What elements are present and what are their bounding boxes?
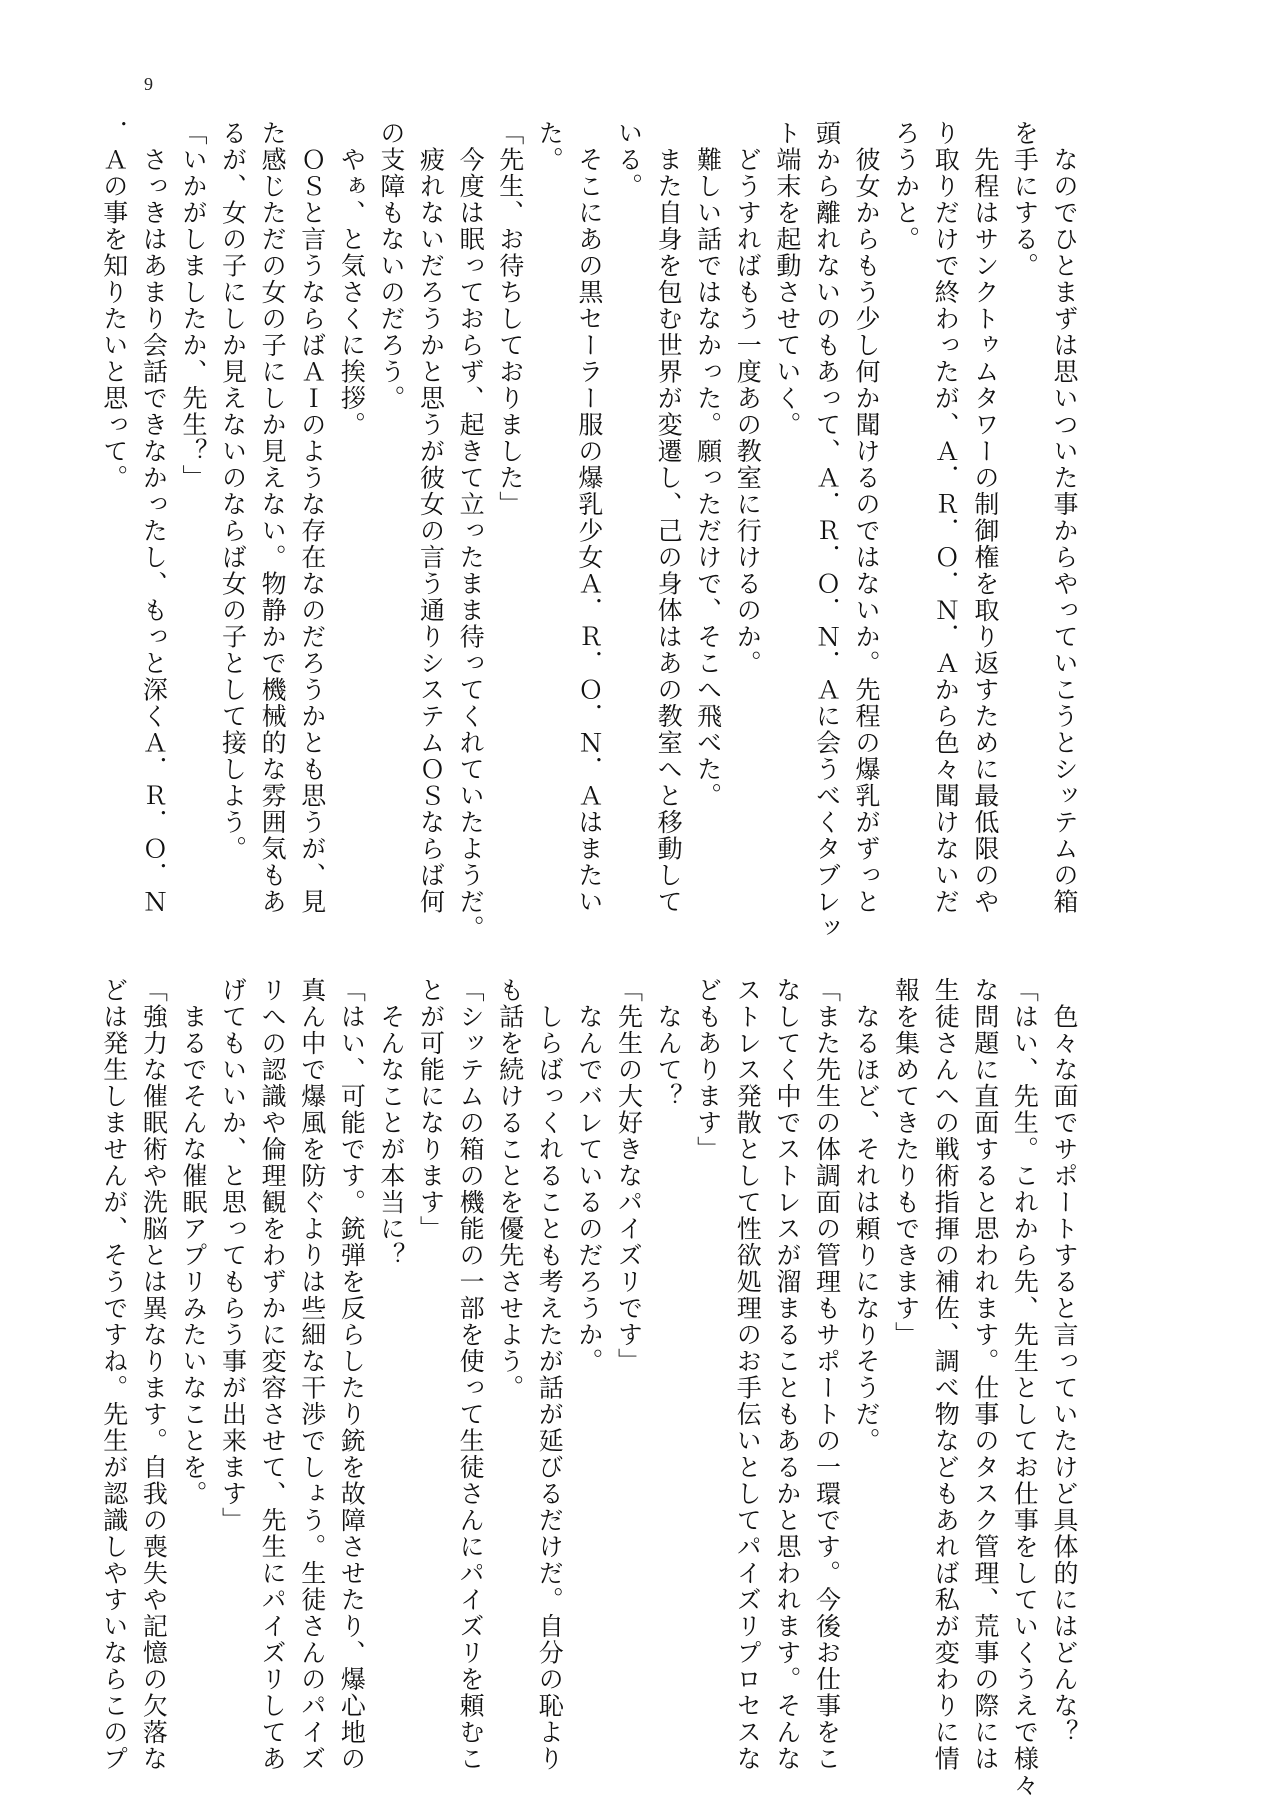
- text-line: ストレス発散として性欲処理のお手伝いとしてパイズリプロセスな: [733, 977, 761, 1772]
- text-line: なしてく中でストレスが溜まることもあるかと思われます。そんな: [772, 977, 800, 1772]
- text-line: 「また先生の体調面の管理もサポートの一環です。今後お仕事をこ: [812, 977, 840, 1772]
- text-line: も話を続けることを優先させよう。: [495, 977, 523, 1401]
- text-line: なんて？: [654, 977, 682, 1110]
- text-line: 生徒さんへの戦術指揮の補佐、調べ物などもあれば私が変わりに情: [931, 977, 959, 1772]
- text-line: るが、女の子にしか見えないのならば女の子として接しよう。: [218, 120, 246, 862]
- text-line: どは発生しませんが、そうですね。先生が認識しやすいならこのプ: [99, 977, 127, 1772]
- text-line: また自身を包む世界が変遷し、己の身体はあの教室へと移動して: [654, 120, 682, 915]
- text-line: そこにあの黒セーラー服の爆乳少女Ａ．Ｒ．Ｏ．Ｎ．Ａはまたい: [574, 120, 602, 915]
- text-block-lower: [93, 977, 1083, 1797]
- text-line: の支障もないのだろう。: [376, 120, 404, 412]
- text-line: 真ん中で爆風を防ぐよりは些細な干渉でしょう。生徒さんのパイズ: [297, 977, 325, 1772]
- text-line: そんなことが本当に？: [376, 977, 404, 1269]
- text-line: やぁ、と気さくに挨拶。: [337, 120, 365, 438]
- text-line: ろうかと。: [891, 120, 919, 253]
- text-line: た感じただの女の子にしか見えない。物静かで機械的な雰囲気もあ: [258, 120, 286, 915]
- text-line: 疲れないだろうかと思うが彼女の言う通りシステムＯＳならば何: [416, 120, 444, 915]
- text-line: どもあります」: [693, 977, 721, 1163]
- text-line: ＯＳと言うならばＡＩのような存在なのだろうかとも思うが、見: [297, 120, 325, 915]
- text-block-upper: [93, 120, 1083, 940]
- text-line: 「いかがしましたか、先生？」: [178, 120, 206, 491]
- text-line: 頭から離れないのもあって、Ａ．Ｒ．Ｏ．Ｎ．Ａに会うべくタブレッ: [812, 120, 840, 942]
- text-line: げてもいいか、と思ってもらう事が出来ます」: [218, 977, 246, 1534]
- text-line: 「先生、お待ちしておりました」: [495, 120, 523, 518]
- text-line: 「はい、先生。これから先、先生としてお仕事をしていくうえで様々: [1010, 977, 1038, 1799]
- text-line: 「はい、可能です。銃弾を反らしたり銃を故障させたり、爆心地の: [337, 977, 365, 1772]
- page-number: 9: [144, 74, 153, 94]
- text-line: を手にする。: [1010, 120, 1038, 279]
- text-line: た。: [535, 120, 563, 173]
- text-line: な問題に直面すると思われます。仕事のタスク管理、荒事の際には: [970, 977, 998, 1772]
- text-line: なのでひとまずは思いついた事からやっていこうとシッテムの箱: [1050, 120, 1077, 915]
- text-line: なんでバレているのだろうか。: [574, 977, 602, 1375]
- text-line: いる。: [614, 120, 642, 200]
- text-line: 「先生の大好きなパイズリです」: [614, 977, 642, 1375]
- text-line: 報を集めてきたりもできます」: [891, 977, 919, 1348]
- text-line: 今度は眠っておらず、起きて立ったまま待ってくれていたようだ。: [456, 120, 484, 942]
- text-line: とが可能になります」: [416, 977, 444, 1242]
- text-line: まるでそんな催眠アプリみたいなことを。: [178, 977, 206, 1507]
- text-line: ．Ａの事を知りたいと思って。: [99, 120, 127, 491]
- text-line: ト端末を起動させていく。: [772, 120, 800, 438]
- text-line: 「シッテムの箱の機能の一部を使って生徒さんにパイズリを頼むこ: [456, 977, 484, 1772]
- text-line: リへの認識や倫理観をわずかに変容させて、先生にパイズリしてあ: [258, 977, 286, 1772]
- text-line: 先程はサンクトゥムタワーの制御権を取り返すために最低限のや: [970, 120, 998, 915]
- text-line: さっきはあまり会話できなかったし、もっと深くＡ．Ｒ．Ｏ．Ｎ: [139, 120, 167, 915]
- text-line: しらばっくれることも考えたが話が延びるだけだ。自分の恥より: [535, 977, 563, 1772]
- text-line: 難しい話ではなかった。願っただけで、そこへ飛べた。: [693, 120, 721, 809]
- text-line: り取りだけで終わったが、Ａ．Ｒ．Ｏ．Ｎ．Ａから色々聞けないだ: [931, 120, 959, 915]
- text-line: 「強力な催眠術や洗脳とは異なります。自我の喪失や記憶の欠落な: [139, 977, 167, 1772]
- text-line: 色々な面でサポートすると言っていたけど具体的にはどんな？: [1050, 977, 1077, 1746]
- text-line: なるほど、それは頼りになりそうだ。: [852, 977, 880, 1454]
- text-line: どうすればもう一度あの教室に行けるのか。: [733, 120, 761, 677]
- text-line: 彼女からもう少し何か聞けるのではないか。先程の爆乳がずっと: [852, 120, 880, 915]
